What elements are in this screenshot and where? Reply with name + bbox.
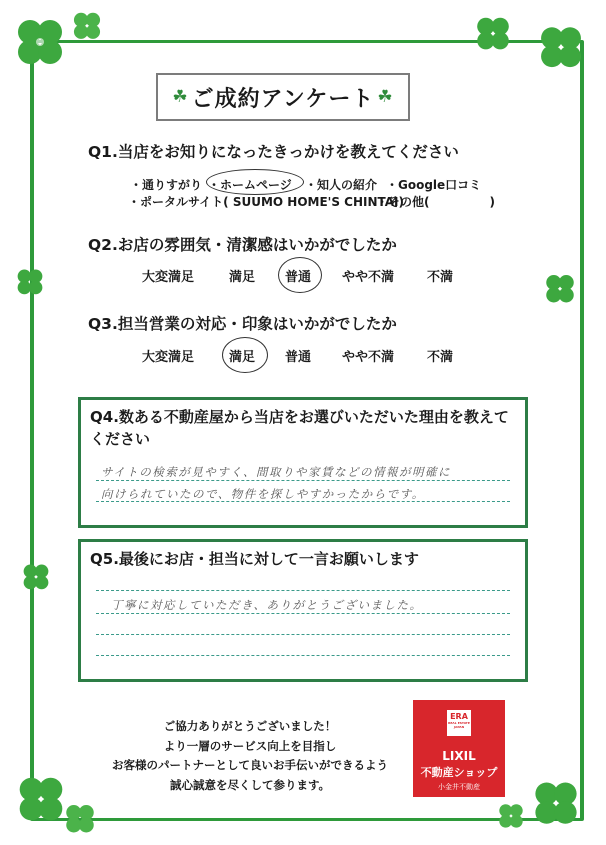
q2-choice-satisfied[interactable]: 満足 [229, 270, 256, 285]
clover-icon [532, 20, 590, 78]
answer-line [96, 655, 510, 656]
clover-icon [60, 800, 100, 840]
q3-choice-slightly-unsatisfied[interactable]: やや不満 [342, 350, 395, 365]
q2-choice-slightly-unsatisfied[interactable]: やや不満 [342, 270, 395, 285]
q1-option-other[interactable]: ・その他( ) [376, 195, 495, 209]
q1-option-homepage[interactable]: ・ホームページ [208, 178, 292, 192]
thank-you-message [100, 717, 400, 795]
q5-answer-box[interactable] [78, 539, 528, 682]
survey-title: ご成約アンケート [191, 86, 375, 112]
answer-line [96, 634, 510, 635]
answer-line [96, 480, 510, 481]
q4-question-line2: ください [90, 430, 151, 448]
thank-you-line4: 誠心誠意を尽くして参ります。 [169, 777, 331, 792]
clover-icon [494, 800, 528, 834]
thank-you-line1: ご協力ありがとうございました！ [163, 719, 337, 733]
answer-line [96, 613, 510, 614]
era-logo-subtext: REAL ESTATE JAPAN [448, 721, 470, 729]
q2-choice-unsatisfied[interactable]: 不満 [427, 270, 454, 285]
q1-question: Q1.当店をお知りになったきっかけを教えてください [88, 143, 459, 161]
q3-choice-neutral[interactable]: 普通 [285, 350, 312, 365]
clover-icon: ☘ [377, 87, 394, 107]
q3-choice-unsatisfied[interactable]: 不満 [427, 350, 454, 365]
clover-icon: ☘ [172, 87, 189, 107]
q2-question: Q2.お店の雰囲気・清潔感はいかがでしたか [88, 236, 397, 254]
q1-option-portal-site[interactable]: ・ポータルサイト( SUUMO HOME'S CHINTAI) [128, 195, 404, 209]
clover-icon [68, 8, 106, 46]
q4-question [90, 406, 509, 450]
q1-option-passing-by[interactable]: ・通りすがり [130, 178, 203, 192]
q2-choice-very-satisfied[interactable]: 大変満足 [142, 270, 195, 285]
branch-name: 小金井不動産 [438, 783, 480, 791]
q3-question: Q3.担当営業の対応・印象はいかがでしたか [88, 315, 397, 333]
clover-icon [8, 12, 72, 76]
q2-choice-neutral[interactable]: 普通 [285, 270, 312, 285]
selection-circle [278, 257, 322, 293]
clover-icon [540, 270, 580, 310]
era-logo [447, 710, 471, 736]
q1-option-google-review[interactable]: ・Google口コミ [386, 178, 482, 192]
q1-option-referral[interactable]: ・知人の紹介 [305, 178, 378, 192]
selection-circle [222, 337, 268, 373]
q4-answer-box[interactable] [78, 397, 528, 528]
era-logo-text: ERA [450, 712, 468, 721]
thank-you-line3: お客様のパートナーとして良いお手伝いができるよう [112, 758, 388, 772]
answer-line [96, 590, 510, 591]
q4-handwritten-answer-line2: 向けられていたので、物件を探しやすかったからです。 [101, 487, 425, 501]
clover-icon [18, 560, 54, 596]
q3-choice-very-satisfied[interactable]: 大変満足 [142, 350, 195, 365]
q4-handwritten-answer-line1: サイトの検索が見やすく、間取りや家賃などの情報が明確に [101, 465, 451, 479]
company-logo [413, 700, 505, 797]
survey-title-box [156, 73, 410, 121]
clover-icon [12, 265, 48, 301]
selection-circle [206, 169, 304, 195]
q4-question-line1: Q4.数ある不動産屋から当店をお選びいただいた理由を教えて [90, 408, 509, 426]
q5-handwritten-answer: 丁寧に対応していただき、ありがとうございました。 [111, 598, 423, 612]
shop-name: 不動産ショップ [420, 766, 498, 779]
clover-icon [470, 12, 516, 58]
clover-icon [526, 775, 586, 835]
q3-choice-satisfied[interactable]: 満足 [229, 350, 256, 365]
q5-question: Q5.最後にお店・担当に対して一言お願いします [90, 550, 419, 568]
answer-line [96, 501, 510, 502]
lixil-brand: LIXIL [442, 749, 476, 763]
thank-you-line2: より一層のサービス向上を目指し [163, 738, 337, 753]
